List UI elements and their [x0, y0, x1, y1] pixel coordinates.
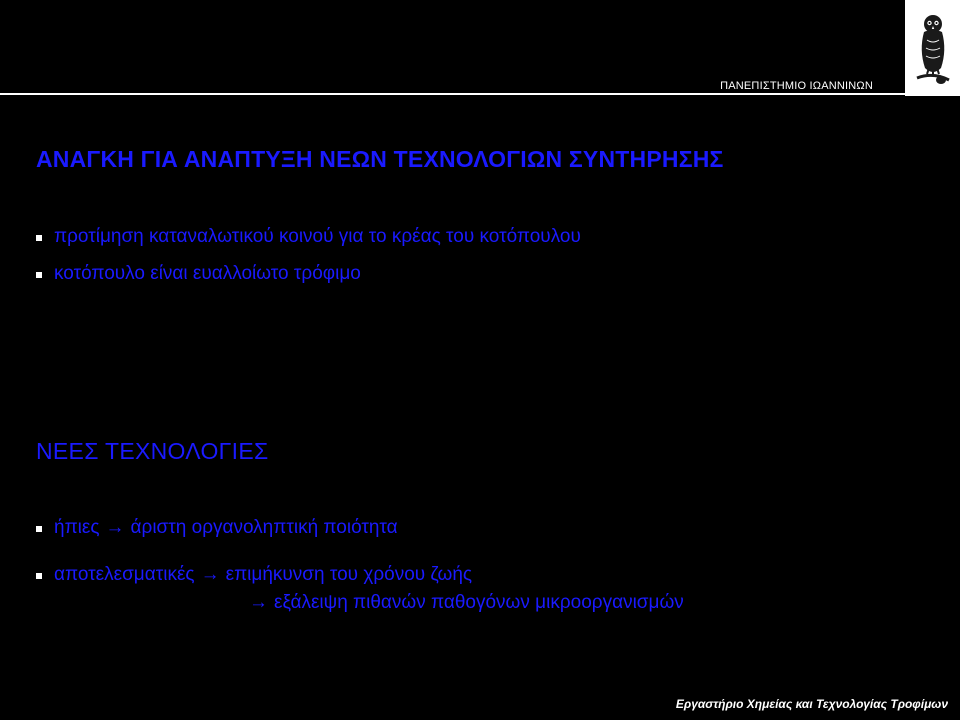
bullet-text: προτίμηση καταναλωτικού κοινού για το κρέας του κοτόπουλου: [54, 226, 581, 247]
header-divider: [0, 93, 905, 95]
arrow-icon: →: [249, 592, 268, 613]
bullet-result: άριστη οργανοληπτική ποιότητα: [130, 517, 398, 538]
arrow-icon: →: [200, 564, 220, 585]
owl-logo-icon: [913, 10, 953, 88]
bullet-icon: [36, 573, 42, 579]
footer-lab-name: Εργαστήριο Χημείας και Τεχνολογίας Τροφίμων: [675, 697, 948, 711]
bullet-term: αποτελεσματικές: [54, 564, 195, 585]
bullet-result: εξάλειψη πιθανών παθογόνων μικροοργανισμών: [274, 592, 684, 613]
bullet-term: ήπιες: [54, 517, 100, 538]
university-logo: [905, 0, 960, 96]
bullet-text: κοτόπουλο είναι ευαλλοίωτο τρόφιμο: [54, 263, 361, 284]
list-item: [36, 223, 581, 251]
list-item: [36, 260, 361, 288]
bullet-icon: [36, 272, 42, 278]
list-item: [36, 514, 398, 542]
university-name: ΠΑΝΕΠΙΣΤΗΜΙΟ ΙΩΑΝΝΙΝΩΝ: [720, 80, 873, 92]
list-item-continuation: [243, 589, 684, 617]
bullet-icon: [36, 235, 42, 241]
arrow-icon: →: [105, 517, 125, 538]
slide-title: ΑΝΑΓΚΗ ΓΙΑ ΑΝΑΠΤΥΞΗ ΝΕΩΝ ΤΕΧΝΟΛΟΓΙΩΝ ΣΥΝΤΗΡΗΣΗΣ: [36, 146, 724, 172]
bullet-result: επιμήκυνση του χρόνου ζωής: [225, 564, 473, 585]
list-item: [36, 561, 472, 589]
bullet-icon: [36, 526, 42, 532]
section-heading: ΝΕΕΣ ΤΕΧΝΟΛΟΓΙΕΣ: [36, 438, 269, 464]
